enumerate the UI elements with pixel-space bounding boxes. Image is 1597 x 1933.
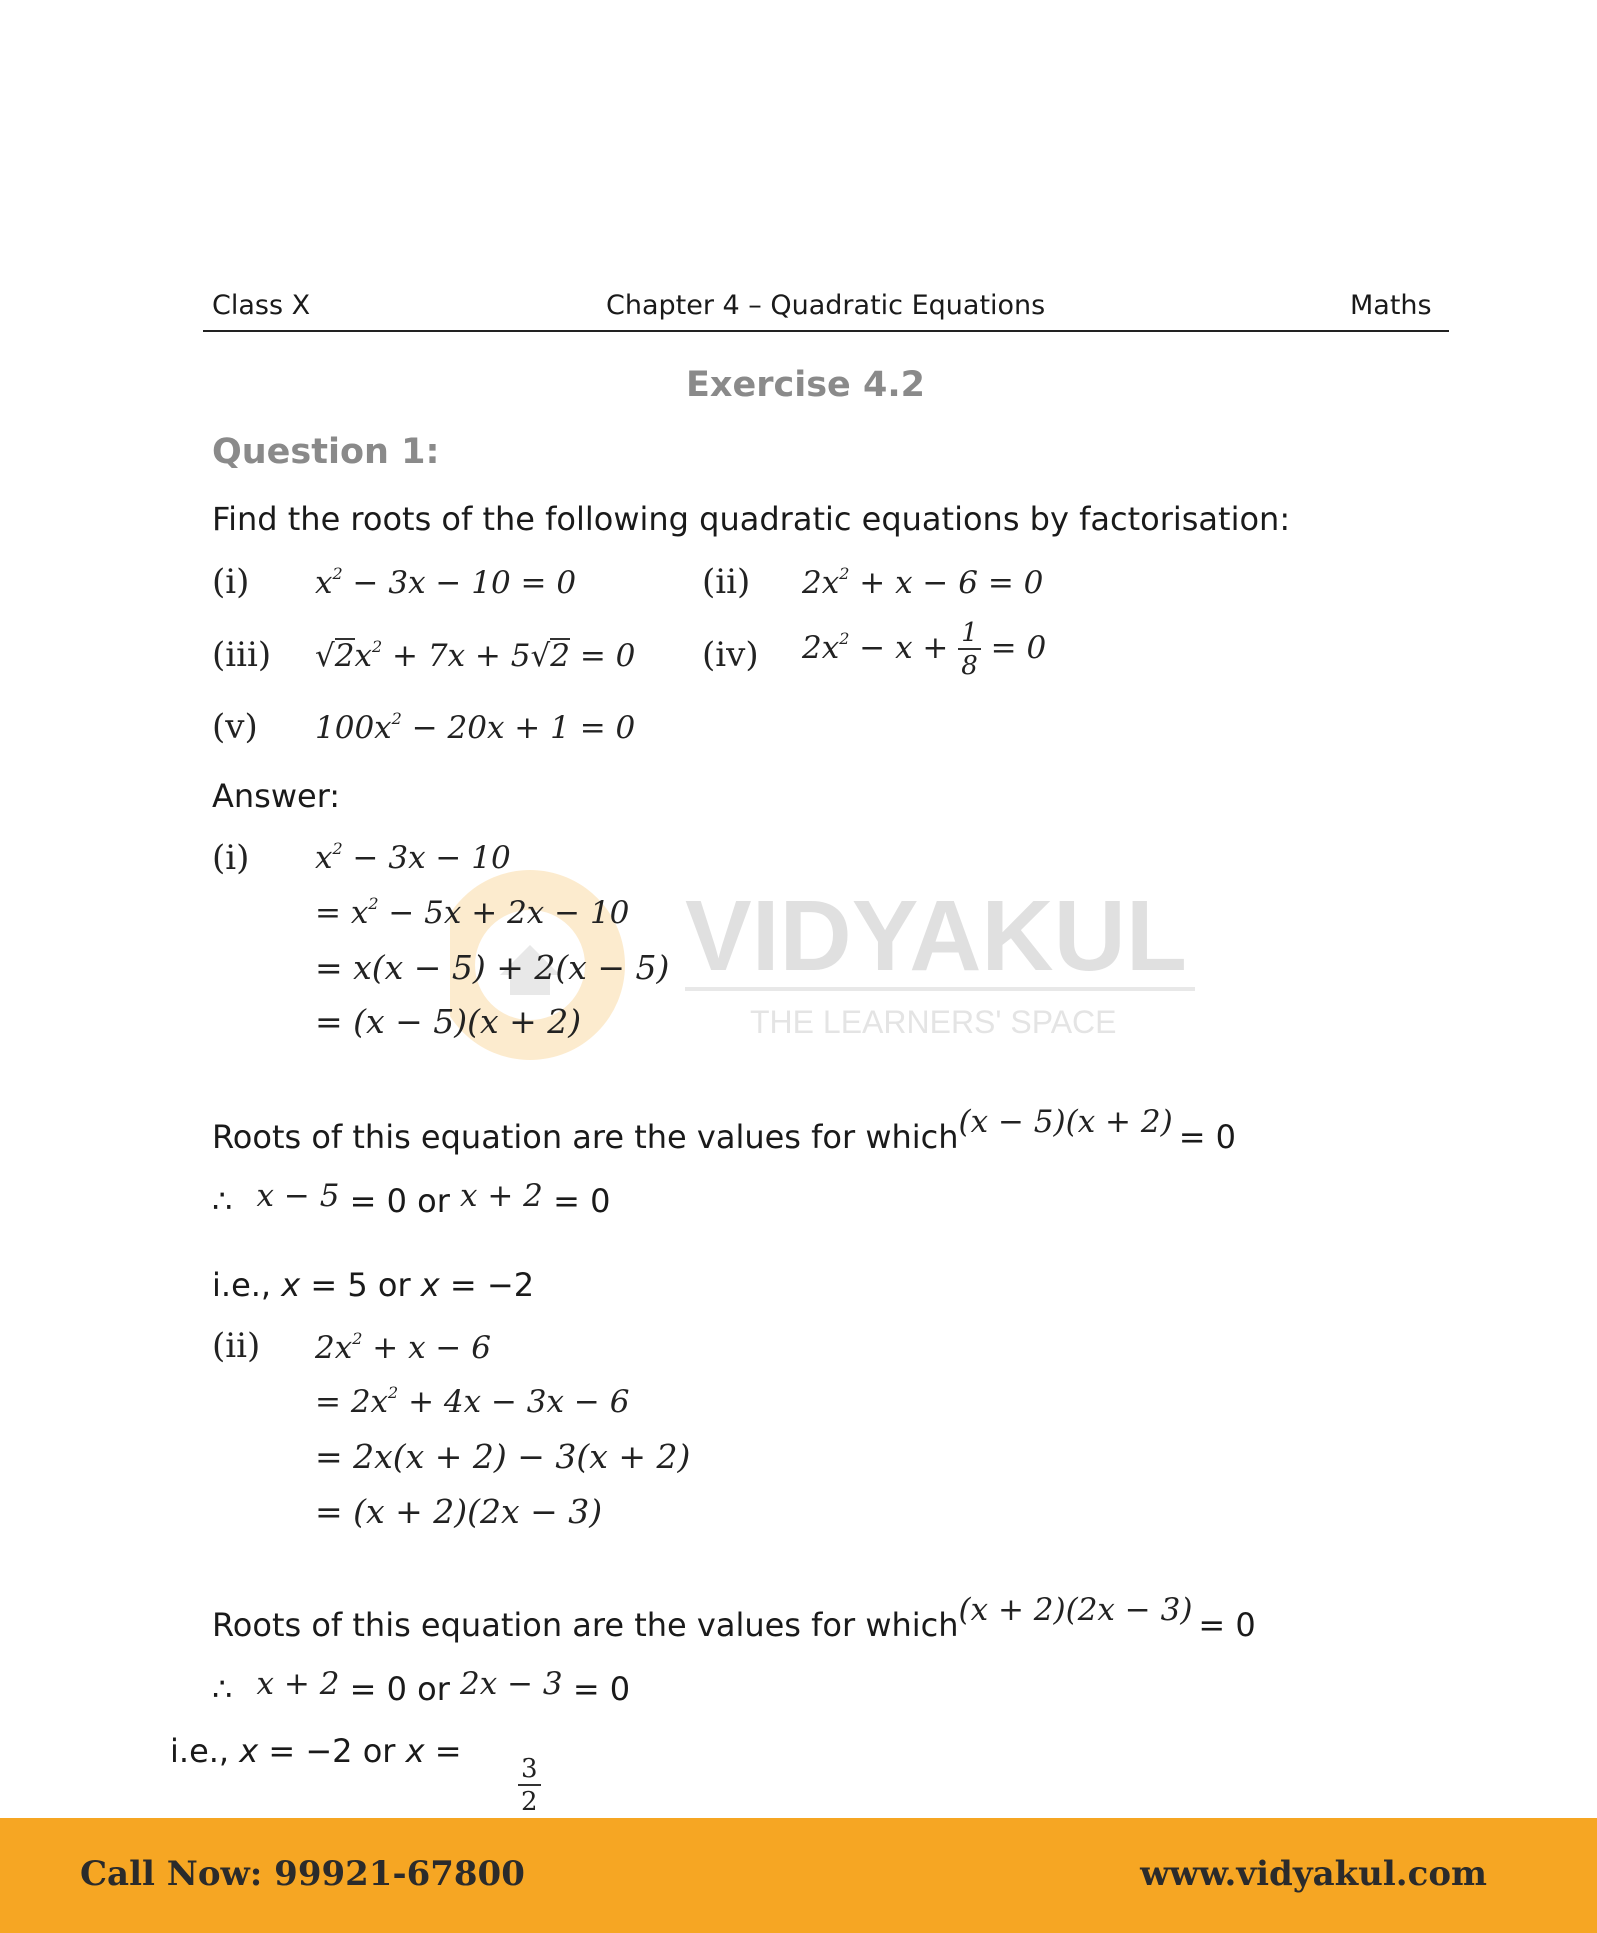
item-i-equation: $x^2 - 3x - 10 = 0$	[315, 564, 577, 601]
answer-ii-line3: = 2x(x + 2) − 3(x + 2)	[315, 1437, 691, 1476]
answer-ii-number: (ii)	[212, 1326, 261, 1366]
answer-i-line4: = (x − 5)(x + 2)	[315, 1002, 582, 1041]
question-prompt: Find the roots of the following quadratic equations by factorisation:	[212, 500, 1291, 538]
question-label: Question 1:	[212, 432, 440, 472]
footer-bar	[0, 1818, 1597, 1933]
answer-ii-roots-statement: Roots of this equation are the values for which(x + 2)(2x − 3) = 0	[212, 1592, 1256, 1644]
exercise-title: Exercise 4.2	[686, 365, 925, 405]
answer-ii-fraction: $\frac{3}{2}$	[518, 1756, 541, 1815]
answer-ii-line2: = $2x^2 + 4x - 3x - 6$	[315, 1383, 630, 1420]
answer-ii-line1: $2x^2 + x - 6$	[315, 1329, 491, 1366]
item-iii-equation: $√2x^2 + 7x + 5√2 = 0$	[315, 637, 636, 674]
answer-i-number: (i)	[212, 838, 250, 878]
item-iii-number: (iii)	[212, 635, 272, 675]
header-subject: Maths	[1350, 290, 1432, 321]
call-now-text: Call Now: 99921-67800	[80, 1854, 525, 1894]
answer-i-factors: ∴ x − 5 = 0 or x + 2 = 0	[212, 1178, 611, 1220]
answer-ii-factors: ∴ x + 2 = 0 or 2x − 3 = 0	[212, 1666, 631, 1708]
answer-i-line3: = x(x − 5) + 2(x − 5)	[315, 948, 670, 987]
answer-ii-result: i.e., x = −2 or x =	[170, 1732, 462, 1770]
header-chapter: Chapter 4 – Quadratic Equations	[606, 290, 1046, 321]
answer-i-line1: $x^2 - 3x - 10$	[315, 839, 511, 876]
item-iv-equation: $2x^2 - x$ + $\frac{1}{8}$ = 0	[802, 618, 1047, 681]
item-ii-number: (ii)	[702, 562, 751, 602]
answer-i-line2: = $x^2 - 5x + 2x - 10$	[315, 894, 630, 931]
watermark-tagline: THE LEARNERS' SPACE	[750, 1004, 1117, 1040]
watermark-title: VIDYAKUL	[685, 880, 1187, 992]
answer-i-result: i.e., x = 5 or x = −2	[212, 1266, 535, 1304]
answer-ii-line4: = (x + 2)(2x − 3)	[315, 1492, 603, 1531]
item-v-equation: $100x^2 - 20x + 1 = 0$	[315, 709, 636, 746]
answer-label: Answer:	[212, 777, 341, 815]
item-i-number: (i)	[212, 562, 250, 602]
item-iv-number: (iv)	[702, 635, 759, 675]
website-link[interactable]: www.vidyakul.com	[1140, 1854, 1487, 1894]
item-ii-equation: $2x^2 + x - 6 = 0$	[802, 564, 1044, 601]
answer-i-roots-statement: Roots of this equation are the values for which(x − 5)(x + 2) = 0	[212, 1104, 1237, 1156]
item-v-number: (v)	[212, 707, 258, 747]
header-class: Class X	[212, 290, 311, 321]
header-rule	[203, 330, 1449, 332]
